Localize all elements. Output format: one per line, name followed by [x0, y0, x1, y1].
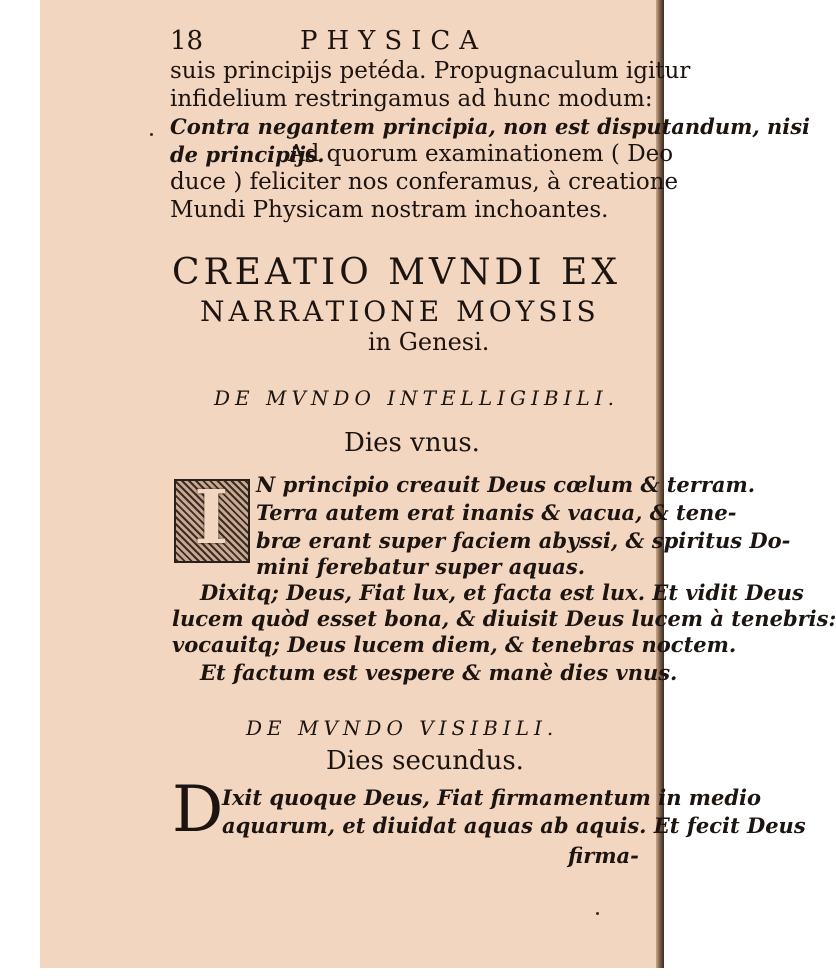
text-line-italic: vocauitq; Deus lucem diem, & tenebras noctem. — [172, 632, 737, 657]
text-line-italic: Terra autem erat inanis & vacua, & tene- — [256, 500, 737, 525]
day-heading: Dies secundus. — [326, 746, 524, 776]
text-line-italic: Contra negantem principia, non est disputandum, nisi — [170, 114, 810, 139]
ink-speck — [150, 133, 153, 136]
chapter-heading: CREATIO MVNDI EX — [172, 252, 621, 293]
section-title: DE MVNDO VISIBILI. — [246, 716, 559, 740]
chapter-heading-line2: NARRATIONE MOYSIS — [200, 295, 600, 328]
page-number: 18 — [170, 26, 204, 56]
text-line: infidelium restringamus ad hunc modum: — [170, 86, 653, 112]
text-line-italic: lucem quòd esset bona, & diuisit Deus lucem à tenebris: — [172, 606, 836, 631]
day-heading: Dies vnus. — [344, 428, 480, 458]
text-line: Ad quorum examinationem ( Deo — [288, 141, 674, 167]
text-line-italic: N principio creauit Deus cœlum & terram. — [256, 472, 756, 497]
text-line-italic: mini ferebatur super aquas. — [256, 554, 586, 579]
text-line: Mundi Physicam nostram inchoantes. — [170, 197, 609, 223]
catchword: firma- — [568, 843, 639, 868]
drop-cap: D — [172, 773, 224, 847]
section-title: DE MVNDO INTELLIGIBILI. — [214, 386, 620, 410]
text-line-italic: Ixit quoque Deus, Fiat firmamentum in medio — [222, 785, 762, 810]
text-line: duce ) feliciter nos conferamus, à creatione — [170, 169, 679, 195]
text-line-italic: Et factum est vespere & manè dies vnus. — [200, 660, 678, 685]
decorated-initial: I — [174, 479, 250, 563]
ink-speck — [596, 912, 599, 915]
text-line-italic: Dixitq; Deus, Fiat lux, et facta est lux. Et vidit Deus — [200, 580, 804, 605]
text-line-italic: aquarum, et diuidat aquas ab aquis. Et fecit Deus — [222, 813, 806, 838]
text-line-italic: de principijs. — [170, 142, 325, 167]
text-line: suis principijs petéda. Propugnaculum igitur — [170, 58, 691, 84]
chapter-heading-line3: in Genesi. — [368, 328, 490, 356]
running-title: PHYSICA — [300, 26, 488, 56]
text-line-italic: bræ erant super faciem abyssi, & spiritus Do- — [256, 528, 791, 553]
